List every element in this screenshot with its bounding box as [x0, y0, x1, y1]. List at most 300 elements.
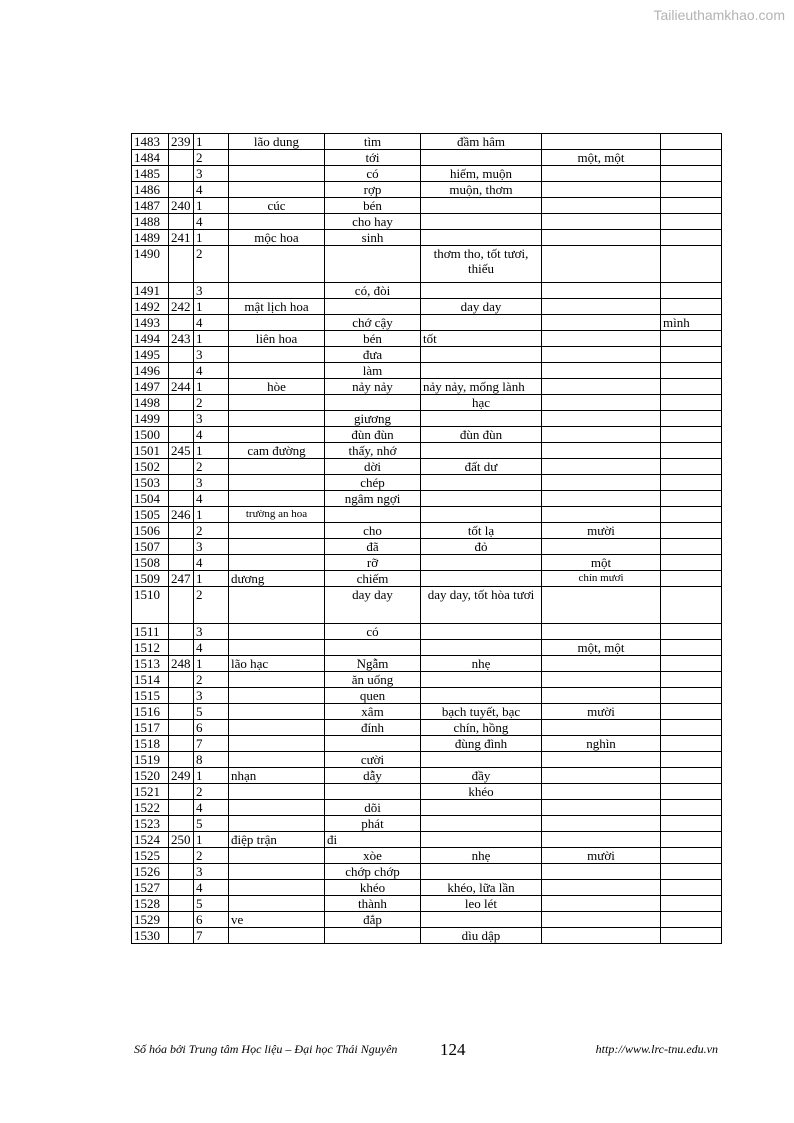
table-row — [132, 315, 722, 331]
cell-e: rợp — [325, 182, 421, 198]
table-row — [132, 864, 722, 880]
cell-c: 1 — [194, 507, 229, 523]
table-body — [132, 134, 722, 944]
cell-e: dõi — [325, 800, 421, 816]
cell-a: 1525 — [132, 848, 169, 864]
cell-h — [661, 672, 722, 688]
cell-d — [229, 816, 325, 832]
cell-g — [542, 752, 661, 768]
word-table — [131, 133, 722, 944]
cell-c: 3 — [194, 475, 229, 491]
cell-a: 1522 — [132, 800, 169, 816]
table-row — [132, 816, 722, 832]
cell-h — [661, 640, 722, 656]
cell-c: 6 — [194, 912, 229, 928]
cell-d — [229, 182, 325, 198]
cell-e — [325, 784, 421, 800]
cell-g — [542, 182, 661, 198]
cell-c: 2 — [194, 784, 229, 800]
table-row — [132, 880, 722, 896]
cell-d — [229, 411, 325, 427]
cell-f: đất dư — [421, 459, 542, 475]
cell-h — [661, 816, 722, 832]
cell-g: mười — [542, 704, 661, 720]
page-number: 124 — [440, 1040, 466, 1059]
cell-c: 1 — [194, 832, 229, 848]
cell-h — [661, 507, 722, 523]
cell-e — [325, 395, 421, 411]
cell-d — [229, 624, 325, 640]
cell-f: đùng đình — [421, 736, 542, 752]
table-row — [132, 331, 722, 347]
cell-c: 1 — [194, 443, 229, 459]
cell-f — [421, 315, 542, 331]
cell-f — [421, 363, 542, 379]
cell-f — [421, 832, 542, 848]
cell-b: 250 — [169, 832, 194, 848]
cell-g — [542, 816, 661, 832]
cell-g — [542, 230, 661, 246]
cell-a: 1502 — [132, 459, 169, 475]
table-row — [132, 395, 722, 411]
table-row — [132, 832, 722, 848]
cell-a: 1488 — [132, 214, 169, 230]
cell-d — [229, 896, 325, 912]
table-row — [132, 800, 722, 816]
table-row — [132, 784, 722, 800]
cell-c: 4 — [194, 427, 229, 443]
cell-a: 1504 — [132, 491, 169, 507]
cell-f — [421, 688, 542, 704]
cell-h — [661, 880, 722, 896]
cell-h — [661, 363, 722, 379]
cell-f: đầy — [421, 768, 542, 784]
cell-d — [229, 166, 325, 182]
cell-c: 1 — [194, 134, 229, 150]
cell-d — [229, 539, 325, 555]
cell-d — [229, 688, 325, 704]
cell-c: 6 — [194, 720, 229, 736]
cell-a: 1503 — [132, 475, 169, 491]
cell-c: 4 — [194, 315, 229, 331]
cell-a: 1523 — [132, 816, 169, 832]
cell-d — [229, 491, 325, 507]
cell-c: 1 — [194, 379, 229, 395]
table-row — [132, 347, 722, 363]
cell-a: 1510 — [132, 587, 169, 624]
cell-d — [229, 150, 325, 166]
cell-d: điệp trận — [229, 832, 325, 848]
cell-g — [542, 315, 661, 331]
cell-e: nảy nảy — [325, 379, 421, 395]
cell-h — [661, 475, 722, 491]
cell-f: nhẹ — [421, 656, 542, 672]
cell-e: chớp chớp — [325, 864, 421, 880]
cell-f — [421, 411, 542, 427]
cell-c: 5 — [194, 816, 229, 832]
cell-f — [421, 475, 542, 491]
cell-d — [229, 459, 325, 475]
cell-d — [229, 214, 325, 230]
cell-h — [661, 848, 722, 864]
cell-h: mình — [661, 315, 722, 331]
cell-a: 1487 — [132, 198, 169, 214]
cell-a: 1511 — [132, 624, 169, 640]
cell-f: bạch tuyết, bạc — [421, 704, 542, 720]
cell-c: 4 — [194, 214, 229, 230]
cell-b — [169, 912, 194, 928]
cell-e — [325, 928, 421, 944]
cell-g — [542, 363, 661, 379]
cell-h — [661, 896, 722, 912]
watermark-text: Tailieuthamkhao.com — [653, 7, 785, 23]
cell-b — [169, 736, 194, 752]
cell-h — [661, 443, 722, 459]
cell-e — [325, 507, 421, 523]
cell-e: thấy, nhớ — [325, 443, 421, 459]
cell-f — [421, 816, 542, 832]
table-row — [132, 507, 722, 523]
cell-c: 2 — [194, 246, 229, 283]
cell-d — [229, 363, 325, 379]
cell-h — [661, 736, 722, 752]
cell-c: 1 — [194, 230, 229, 246]
cell-b — [169, 720, 194, 736]
cell-g — [542, 688, 661, 704]
cell-a: 1528 — [132, 896, 169, 912]
cell-a: 1496 — [132, 363, 169, 379]
cell-a: 1484 — [132, 150, 169, 166]
cell-e: Ngẫm — [325, 656, 421, 672]
cell-c: 1 — [194, 571, 229, 587]
cell-f — [421, 800, 542, 816]
cell-h — [661, 864, 722, 880]
cell-b — [169, 848, 194, 864]
table-row — [132, 704, 722, 720]
cell-b — [169, 800, 194, 816]
cell-a: 1526 — [132, 864, 169, 880]
cell-b: 242 — [169, 299, 194, 315]
cell-h — [661, 246, 722, 283]
cell-e: tới — [325, 150, 421, 166]
table-row — [132, 411, 722, 427]
cell-f — [421, 555, 542, 571]
cell-a: 1499 — [132, 411, 169, 427]
cell-g: một, một — [542, 640, 661, 656]
cell-f: hiếm, muộn — [421, 166, 542, 182]
cell-a: 1513 — [132, 656, 169, 672]
cell-c: 4 — [194, 555, 229, 571]
cell-d: trường an hoa — [229, 507, 325, 523]
cell-h — [661, 784, 722, 800]
cell-e: thành — [325, 896, 421, 912]
cell-c: 3 — [194, 166, 229, 182]
cell-c: 3 — [194, 688, 229, 704]
cell-g — [542, 347, 661, 363]
cell-h — [661, 427, 722, 443]
table-row — [132, 571, 722, 587]
cell-e: đùn đùn — [325, 427, 421, 443]
cell-e: chiếm — [325, 571, 421, 587]
table-row — [132, 299, 722, 315]
cell-e — [325, 299, 421, 315]
cell-a: 1490 — [132, 246, 169, 283]
cell-a: 1521 — [132, 784, 169, 800]
cell-h — [661, 459, 722, 475]
cell-d: liên hoa — [229, 331, 325, 347]
cell-h — [661, 214, 722, 230]
cell-h — [661, 347, 722, 363]
cell-e: đính — [325, 720, 421, 736]
cell-h — [661, 752, 722, 768]
cell-a: 1507 — [132, 539, 169, 555]
cell-b: 240 — [169, 198, 194, 214]
table-row — [132, 166, 722, 182]
cell-g — [542, 928, 661, 944]
cell-f — [421, 571, 542, 587]
cell-e — [325, 246, 421, 283]
cell-b: 248 — [169, 656, 194, 672]
table-row — [132, 214, 722, 230]
cell-a: 1530 — [132, 928, 169, 944]
cell-g — [542, 395, 661, 411]
cell-b: 247 — [169, 571, 194, 587]
cell-c: 2 — [194, 150, 229, 166]
cell-h — [661, 912, 722, 928]
cell-f — [421, 491, 542, 507]
cell-e: đi — [325, 832, 421, 848]
cell-f: đỏ — [421, 539, 542, 555]
cell-a: 1516 — [132, 704, 169, 720]
cell-d — [229, 672, 325, 688]
cell-g — [542, 198, 661, 214]
cell-h — [661, 230, 722, 246]
cell-d — [229, 246, 325, 283]
cell-f: dìu dập — [421, 928, 542, 944]
cell-e: ăn uống — [325, 672, 421, 688]
footer-source: Số hóa bởi Trung tâm Học liệu – Đại học Thái Nguyên — [134, 1042, 398, 1056]
cell-h — [661, 624, 722, 640]
cell-b — [169, 363, 194, 379]
cell-c: 4 — [194, 640, 229, 656]
cell-g — [542, 507, 661, 523]
cell-c: 2 — [194, 459, 229, 475]
cell-h — [661, 656, 722, 672]
cell-f: tốt lạ — [421, 523, 542, 539]
cell-h — [661, 198, 722, 214]
cell-g: một — [542, 555, 661, 571]
cell-h — [661, 832, 722, 848]
cell-a: 1498 — [132, 395, 169, 411]
cell-g — [542, 299, 661, 315]
cell-c: 7 — [194, 736, 229, 752]
cell-a: 1485 — [132, 166, 169, 182]
cell-h — [661, 704, 722, 720]
table-row — [132, 720, 722, 736]
cell-a: 1524 — [132, 832, 169, 848]
cell-d — [229, 752, 325, 768]
cell-c: 2 — [194, 587, 229, 624]
cell-d: cam đường — [229, 443, 325, 459]
cell-g — [542, 166, 661, 182]
cell-a: 1514 — [132, 672, 169, 688]
cell-e: phát — [325, 816, 421, 832]
cell-d: cúc — [229, 198, 325, 214]
cell-d: dương — [229, 571, 325, 587]
cell-c: 1 — [194, 331, 229, 347]
cell-e: có — [325, 624, 421, 640]
cell-b — [169, 784, 194, 800]
cell-f: day day — [421, 299, 542, 315]
cell-g: một, một — [542, 150, 661, 166]
cell-g — [542, 912, 661, 928]
cell-g: mười — [542, 848, 661, 864]
cell-c: 4 — [194, 880, 229, 896]
cell-b — [169, 150, 194, 166]
cell-b — [169, 752, 194, 768]
cell-b — [169, 182, 194, 198]
cell-f — [421, 624, 542, 640]
cell-e: làm — [325, 363, 421, 379]
cell-f — [421, 443, 542, 459]
cell-g — [542, 331, 661, 347]
cell-e: giương — [325, 411, 421, 427]
cell-a: 1517 — [132, 720, 169, 736]
cell-b — [169, 555, 194, 571]
cell-d — [229, 928, 325, 944]
cell-h — [661, 411, 722, 427]
cell-d — [229, 315, 325, 331]
cell-e: ngâm ngợi — [325, 491, 421, 507]
cell-c: 3 — [194, 411, 229, 427]
cell-b — [169, 395, 194, 411]
table-row — [132, 379, 722, 395]
cell-c: 1 — [194, 299, 229, 315]
cell-e: rỡ — [325, 555, 421, 571]
cell-b — [169, 640, 194, 656]
cell-a: 1527 — [132, 880, 169, 896]
cell-g — [542, 720, 661, 736]
table-row — [132, 443, 722, 459]
cell-e: bén — [325, 331, 421, 347]
table-row — [132, 246, 722, 283]
cell-b — [169, 880, 194, 896]
cell-d — [229, 864, 325, 880]
cell-g — [542, 880, 661, 896]
cell-b — [169, 896, 194, 912]
cell-g — [542, 832, 661, 848]
table-row — [132, 491, 722, 507]
cell-h — [661, 150, 722, 166]
cell-b — [169, 347, 194, 363]
cell-h — [661, 720, 722, 736]
cell-h — [661, 523, 722, 539]
cell-d — [229, 784, 325, 800]
cell-c: 4 — [194, 800, 229, 816]
cell-f: đùn đùn — [421, 427, 542, 443]
cell-e: day day — [325, 587, 421, 624]
cell-b — [169, 539, 194, 555]
cell-d — [229, 395, 325, 411]
cell-c: 2 — [194, 672, 229, 688]
cell-f: khéo — [421, 784, 542, 800]
cell-f — [421, 912, 542, 928]
cell-a: 1501 — [132, 443, 169, 459]
cell-h — [661, 688, 722, 704]
cell-h — [661, 395, 722, 411]
cell-d — [229, 736, 325, 752]
cell-e — [325, 640, 421, 656]
cell-a: 1509 — [132, 571, 169, 587]
table-row — [132, 752, 722, 768]
cell-f: đầm hâm — [421, 134, 542, 150]
cell-g — [542, 768, 661, 784]
cell-d — [229, 640, 325, 656]
cell-d — [229, 848, 325, 864]
cell-a: 1506 — [132, 523, 169, 539]
cell-b — [169, 246, 194, 283]
cell-f: leo lét — [421, 896, 542, 912]
cell-g — [542, 283, 661, 299]
cell-h — [661, 283, 722, 299]
cell-g — [542, 459, 661, 475]
cell-f — [421, 230, 542, 246]
cell-a: 1518 — [132, 736, 169, 752]
cell-g — [542, 214, 661, 230]
cell-g — [542, 134, 661, 150]
cell-h — [661, 134, 722, 150]
cell-h — [661, 928, 722, 944]
cell-g: chín mươi — [542, 571, 661, 587]
cell-d — [229, 704, 325, 720]
table-row — [132, 283, 722, 299]
cell-b: 246 — [169, 507, 194, 523]
table-row — [132, 475, 722, 491]
table-row — [132, 427, 722, 443]
cell-d — [229, 523, 325, 539]
cell-f — [421, 214, 542, 230]
table-row — [132, 640, 722, 656]
cell-b — [169, 587, 194, 624]
cell-c: 1 — [194, 198, 229, 214]
cell-d — [229, 427, 325, 443]
cell-a: 1486 — [132, 182, 169, 198]
cell-h — [661, 587, 722, 624]
cell-b: 245 — [169, 443, 194, 459]
cell-c: 2 — [194, 523, 229, 539]
table-row — [132, 768, 722, 784]
cell-b — [169, 315, 194, 331]
cell-a: 1515 — [132, 688, 169, 704]
cell-h — [661, 166, 722, 182]
cell-e: bén — [325, 198, 421, 214]
cell-g — [542, 475, 661, 491]
cell-f — [421, 347, 542, 363]
cell-f — [421, 507, 542, 523]
cell-a: 1491 — [132, 283, 169, 299]
cell-d — [229, 800, 325, 816]
cell-f — [421, 752, 542, 768]
cell-b: 241 — [169, 230, 194, 246]
cell-e: khéo — [325, 880, 421, 896]
cell-f: muộn, thơm — [421, 182, 542, 198]
cell-a: 1519 — [132, 752, 169, 768]
cell-b — [169, 688, 194, 704]
cell-h — [661, 299, 722, 315]
cell-e: cười — [325, 752, 421, 768]
cell-b — [169, 672, 194, 688]
cell-c: 5 — [194, 896, 229, 912]
